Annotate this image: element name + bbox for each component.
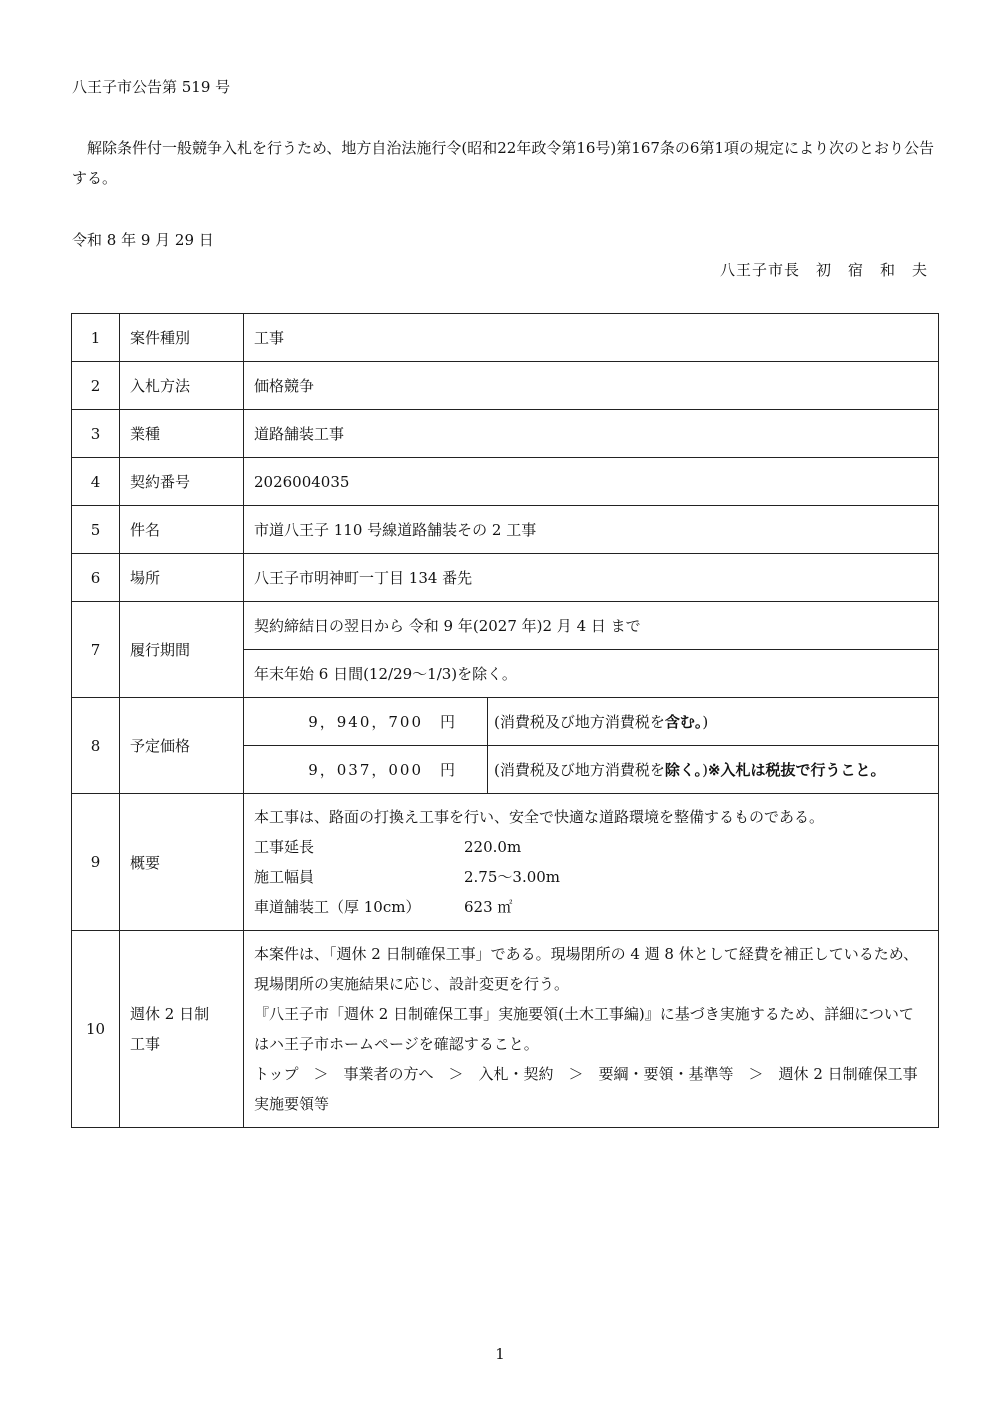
period-exclusion: 年末年始 6 日間(12/29〜1/3)を除く。 xyxy=(244,650,939,698)
overview-item xyxy=(254,862,928,892)
price-excl-note xyxy=(488,746,939,794)
row-value: 道路舗装工事 xyxy=(244,410,939,458)
row-number: 9 xyxy=(72,794,120,931)
navigation-path: トップ ＞ 事業者の方へ ＞ 入札・契約 ＞ 要綱・要領・基準等 ＞ 週休 2 日制確保工事実施要領等 xyxy=(254,1065,918,1113)
row-number: 6 xyxy=(72,554,120,602)
label-line: 工事 xyxy=(130,1035,161,1053)
paragraph: 本案件は、「週休 2 日制確保工事」である。現場閉所の 4 週 8 休として経費を補正しているため、現場閉所の実施結果に応じ、設計変更を行う。 xyxy=(254,945,919,993)
paragraph: 『八王子市「週休 2 日制確保工事」実施要領(土木工事編)』に基づき実施するため、詳細についてはハ王子市ホームページを確認すること。 xyxy=(254,1005,914,1053)
item-value: 220.0m xyxy=(464,838,522,856)
row-number: 7 xyxy=(72,602,120,698)
note-bold: 除く。 xyxy=(664,761,703,779)
row-value: 価格競争 xyxy=(244,362,939,410)
item-value: 623 ㎡ xyxy=(464,898,513,916)
price-incl-note xyxy=(488,698,939,746)
note-text: (消費税及び地方消費税を xyxy=(494,761,665,779)
row-number: 2 xyxy=(72,362,120,410)
notice-number: 八王子市公告第 519 号 xyxy=(72,78,231,96)
row-label: 件名 xyxy=(120,506,244,554)
overview-cell xyxy=(244,794,939,931)
item-value: 2.75〜3.00m xyxy=(464,868,561,886)
item-key: 車道舗装工（厚 10cm） xyxy=(254,898,421,916)
intro-paragraph: 解除条件付一般競争入札を行うため、地方自治法施行令(昭和22年政令第16号)第167条の6第1項の規定により次のとおり公告する。 xyxy=(72,139,935,187)
note-bold-extra: ※入札は税抜で行うこと。 xyxy=(707,761,886,779)
row-label: 履行期間 xyxy=(120,602,244,698)
contract-number: 2026004035 xyxy=(244,458,939,506)
price-incl-tax: 9，940，700 円 xyxy=(244,698,488,746)
table-row xyxy=(72,794,939,931)
price-excl-tax: 9，037，000 円 xyxy=(244,746,488,794)
location: 八王子市明神町一丁目 134 番先 xyxy=(244,554,939,602)
note-bold: 含む。 xyxy=(664,713,703,731)
table-row xyxy=(72,458,939,506)
row-label: 場所 xyxy=(120,554,244,602)
table-row xyxy=(72,931,939,1128)
row-label: 予定価格 xyxy=(120,698,244,794)
row-number: 8 xyxy=(72,698,120,794)
note-text: (消費税及び地方消費税を xyxy=(494,713,665,731)
notice-table xyxy=(71,313,939,1128)
row-label: 概要 xyxy=(120,794,244,931)
table-row xyxy=(72,506,939,554)
row-number: 1 xyxy=(72,314,120,362)
row-number: 10 xyxy=(72,931,120,1128)
row-label: 業種 xyxy=(120,410,244,458)
project-name: 市道八王子 110 号線道路舗装その 2 工事 xyxy=(244,506,939,554)
row-label xyxy=(120,931,244,1128)
overview-item xyxy=(254,832,928,862)
row-number: 5 xyxy=(72,506,120,554)
row-label: 契約番号 xyxy=(120,458,244,506)
page-number: 1 xyxy=(495,1345,505,1363)
row-value: 工事 xyxy=(244,314,939,362)
two-day-off-cell xyxy=(244,931,939,1128)
row-number: 4 xyxy=(72,458,120,506)
item-key: 工事延長 xyxy=(254,838,315,856)
note-text: ) xyxy=(702,761,708,779)
notice-date: 令和 8 年 9 月 29 日 xyxy=(72,231,214,249)
mayor-signature: 八王子市長 初 宿 和 夫 xyxy=(719,261,928,279)
row-label: 案件種別 xyxy=(120,314,244,362)
table-row xyxy=(72,362,939,410)
table-row xyxy=(72,698,939,746)
row-number: 3 xyxy=(72,410,120,458)
overview-description: 本工事は、路面の打換え工事を行い、安全で快適な道路環境を整備するものである。 xyxy=(254,808,825,826)
table-row xyxy=(72,314,939,362)
label-line: 週休 2 日制 xyxy=(130,1005,210,1023)
item-key: 施工幅員 xyxy=(254,868,315,886)
row-label: 入札方法 xyxy=(120,362,244,410)
overview-item xyxy=(254,892,928,922)
period-line: 契約締結日の翌日から 令和 9 年(2027 年)2 月 4 日 まで xyxy=(244,602,939,650)
table-row xyxy=(72,554,939,602)
table-row xyxy=(72,602,939,650)
table-row xyxy=(72,410,939,458)
note-text: ) xyxy=(702,713,709,731)
